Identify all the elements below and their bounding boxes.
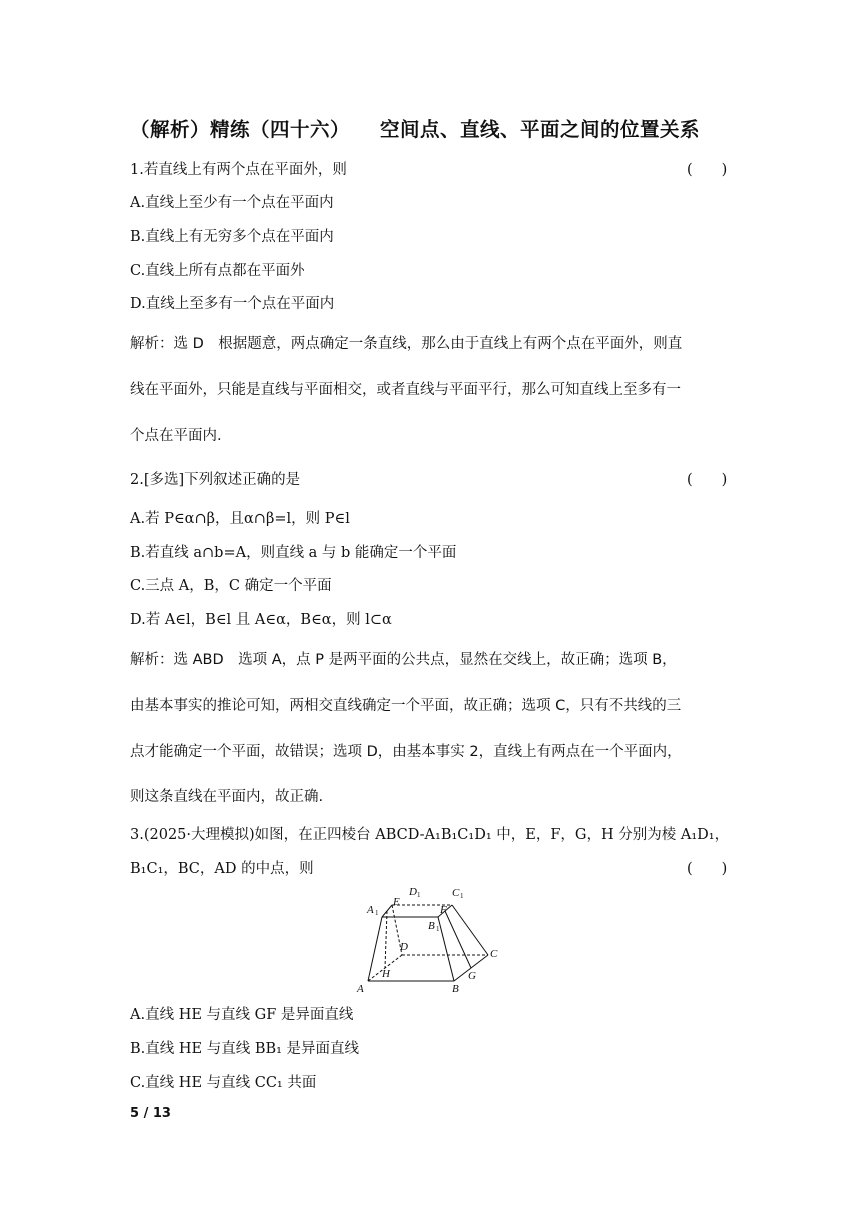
label-f: F xyxy=(440,904,447,916)
q2-solution-line: 由基本事实的推论可知，两相交直线确定一个平面，故正确；选项 C，只有不共线的三 xyxy=(130,698,682,714)
q2-solution-line: 点才能确定一个平面，故错误；选项 D，由基本事实 2，直线上有两点在一个平面内， xyxy=(130,744,682,760)
q2-stem: 2.[多选]下列叙述正确的是 xyxy=(130,472,301,488)
q2-option-d: D.若 A∈l，B∈l 且 A∈α，B∈α，则 l⊂α xyxy=(130,612,392,628)
page-number: 5 / 13 xyxy=(130,1106,171,1121)
title-left: （解析）精练（四十六） xyxy=(130,118,351,141)
label-b1: B xyxy=(428,920,435,932)
label-e: E xyxy=(393,896,400,908)
title-right: 空间点、直线、平面之间的位置关系 xyxy=(380,118,701,141)
label-c1: C xyxy=(452,887,460,899)
q2-answer-paren: ( ) xyxy=(687,472,728,488)
q3-option-b: B.直线 HE 与直线 BB₁ 是异面直线 xyxy=(130,1041,360,1057)
q2-option-c: C.三点 A，B，C 确定一个平面 xyxy=(130,578,332,594)
q2-solution-line: 则这条直线在平面内，故正确. xyxy=(130,789,324,805)
q3-stem-line2: B₁C₁，BC，AD 的中点，则 xyxy=(130,861,314,877)
q2-solution-line: 解析：选 ABD 选项 A，点 P 是两平面的公共点，显然在交线上，故正确；选项 B， xyxy=(130,652,677,668)
label-a1-subscript: 1 xyxy=(375,909,379,917)
q1-option-c: C.直线上所有点都在平面外 xyxy=(130,263,305,279)
q3-stem-line1: 3.(2025·大理模拟)如图，在正四棱台 ABCD-A₁B₁C₁D₁ 中，E，F，G，H 分别为棱 A₁D₁， xyxy=(130,827,730,843)
label-d1-subscript: 1 xyxy=(417,891,421,899)
label-c: C xyxy=(490,948,498,960)
page-title xyxy=(130,114,700,142)
q3-answer-paren: ( ) xyxy=(687,861,728,877)
q3-option-c: C.直线 HE 与直线 CC₁ 共面 xyxy=(130,1075,317,1091)
frustum-figure xyxy=(355,880,515,995)
label-a: A xyxy=(357,983,364,995)
q2-option-a: A.若 P∈α∩β，且α∩β=l，则 P∈l xyxy=(130,511,350,527)
q1-option-a: A.直线上至少有一个点在平面内 xyxy=(130,195,334,211)
q1-solution-line: 个点在平面内. xyxy=(130,428,222,444)
q1-stem: 1.若直线上有两个点在平面外，则 xyxy=(130,162,347,178)
label-g: G xyxy=(468,970,476,982)
q1-answer-paren: ( ) xyxy=(687,162,728,178)
label-c1-subscript: 1 xyxy=(460,892,464,900)
label-a1: A xyxy=(367,904,374,916)
label-b: B xyxy=(452,983,459,995)
label-h: H xyxy=(382,968,390,980)
q2-option-b: B.若直线 a∩b=A，则直线 a 与 b 能确定一个平面 xyxy=(130,545,457,561)
label-d: D xyxy=(400,941,408,953)
q1-solution-line: 线在平面外，只能是直线与平面相交，或者直线与平面平行，那么可知直线上至多有一 xyxy=(130,382,681,398)
q3-option-a: A.直线 HE 与直线 GF 是异面直线 xyxy=(130,1007,354,1023)
q1-option-b: B.直线上有无穷多个点在平面内 xyxy=(130,229,334,245)
label-b1-subscript: 1 xyxy=(436,925,440,933)
label-d1: D xyxy=(409,886,417,898)
q1-option-d: D.直线上至多有一个点在平面内 xyxy=(130,296,335,312)
q1-solution-line: 解析：选 D 根据题意，两点确定一条直线，那么由于直线上有两个点在平面外，则直 xyxy=(130,336,683,352)
